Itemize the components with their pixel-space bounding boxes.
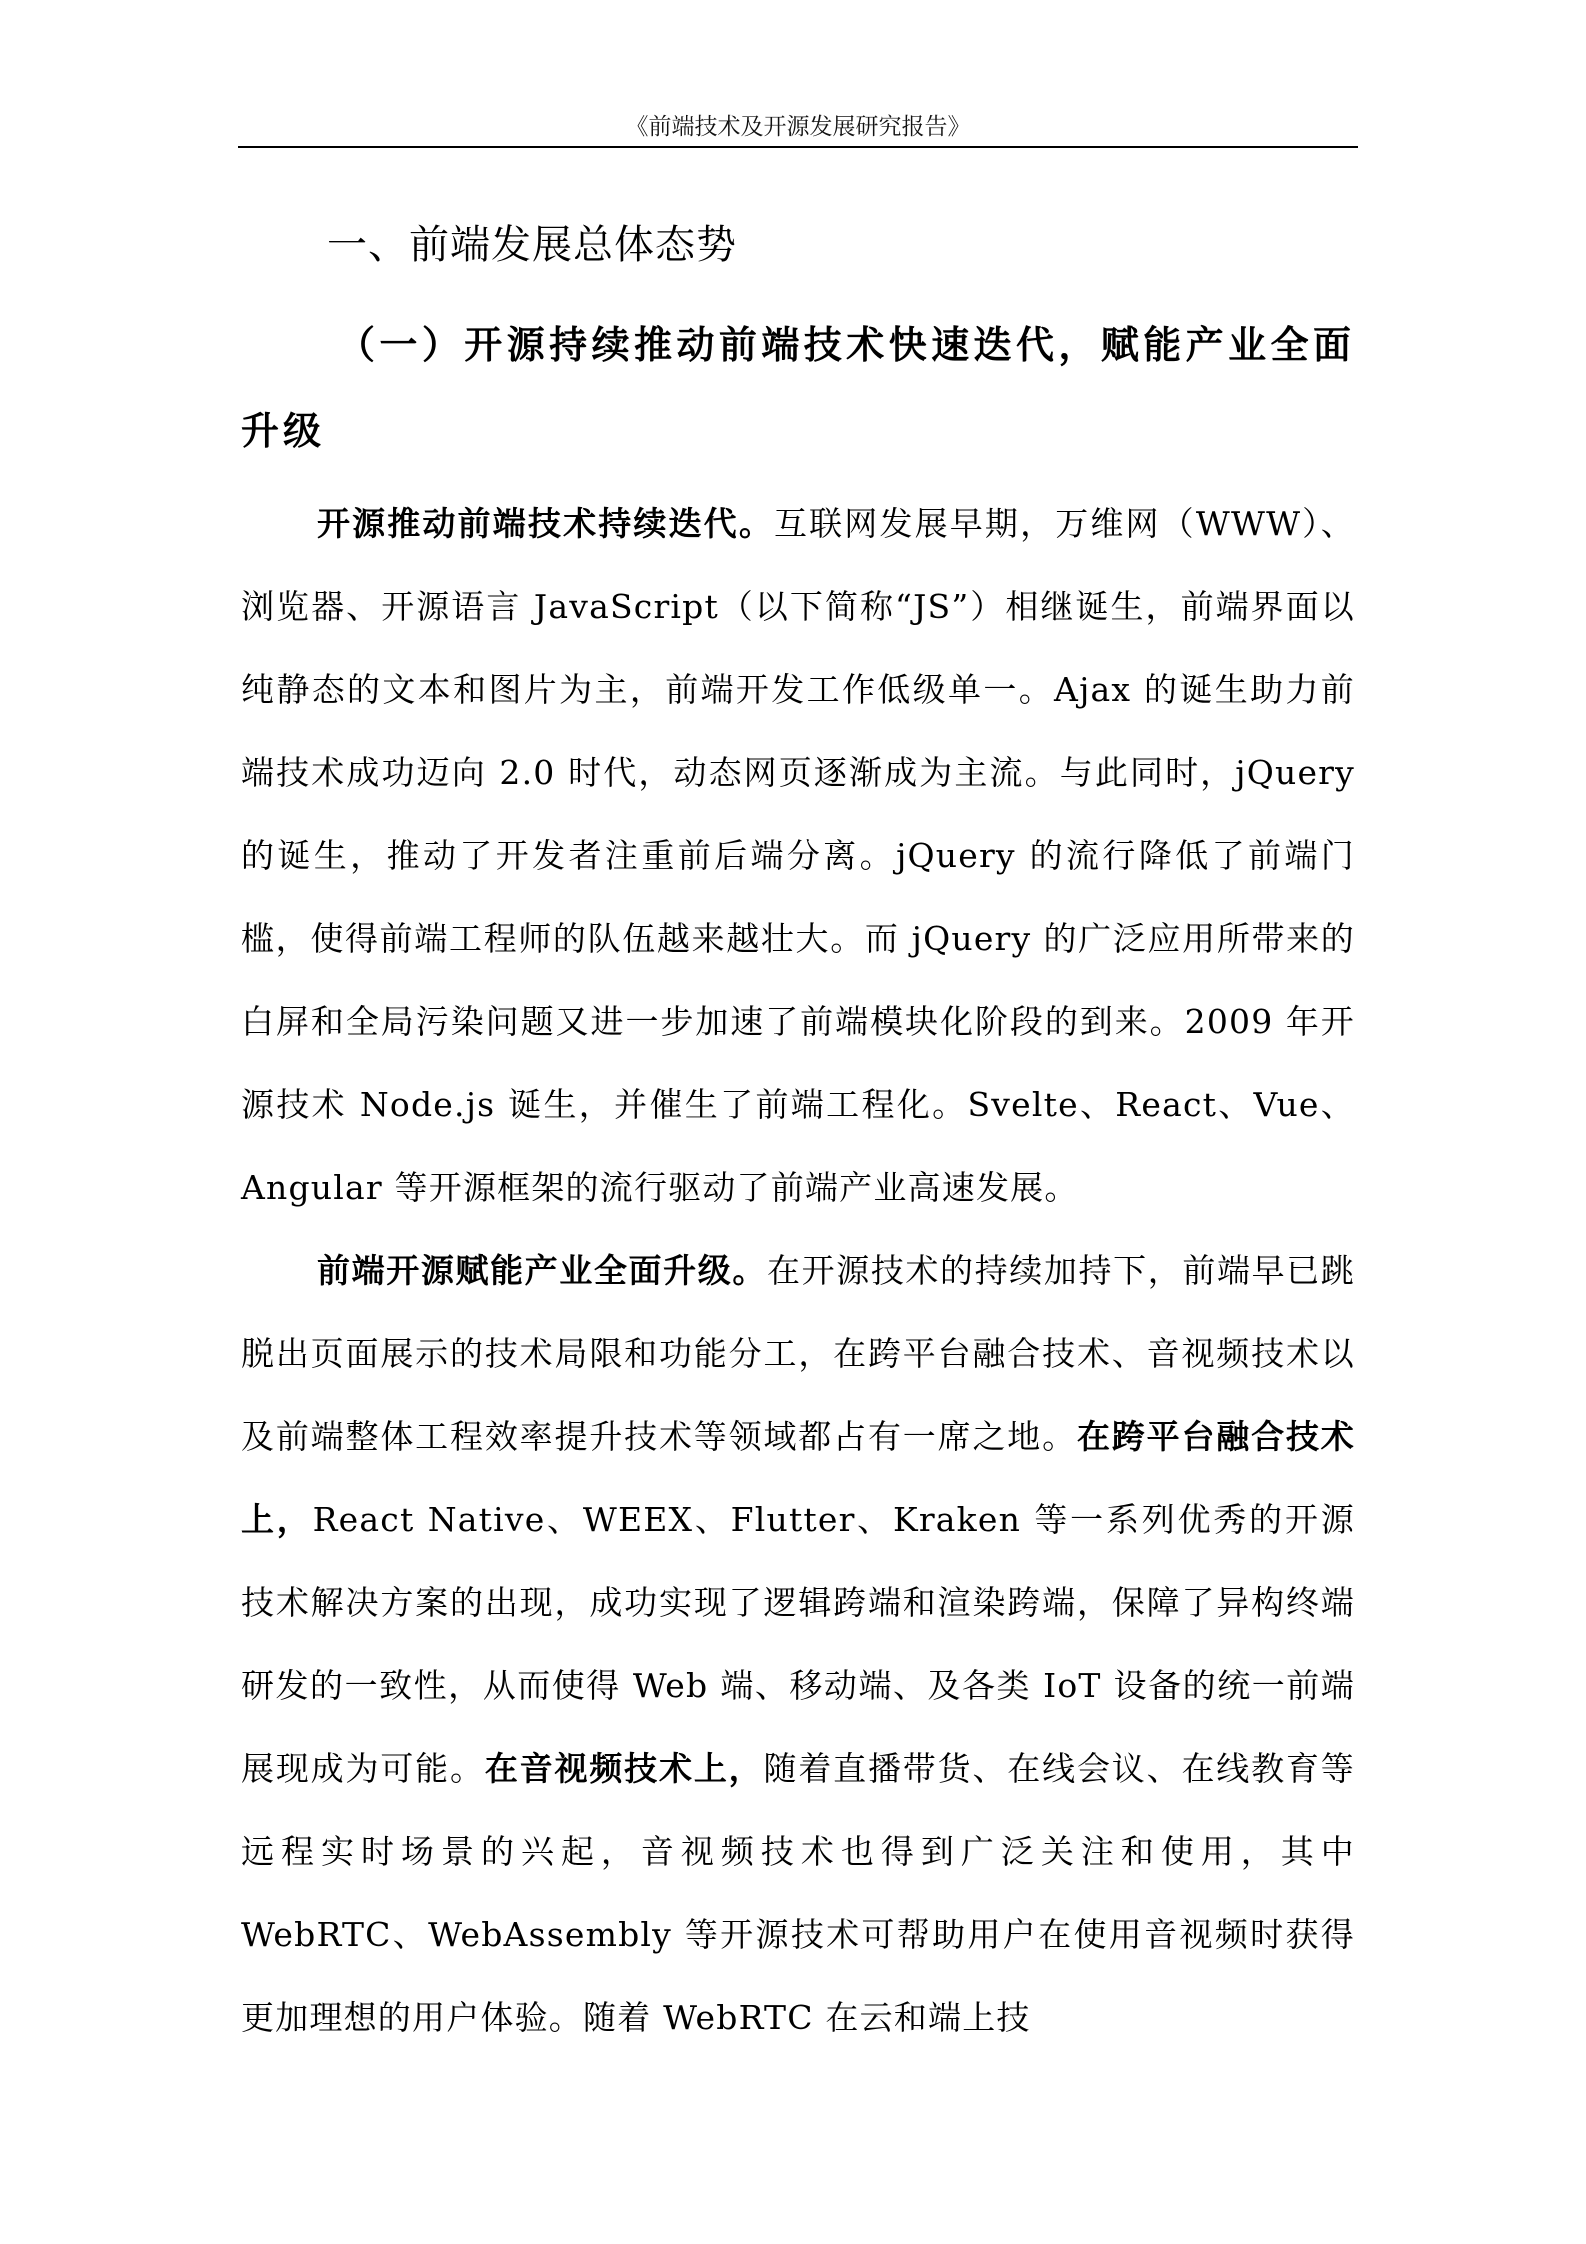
paragraph-text: 随着直播带货、在线会议、在线教育等远程实时场景的兴起，音视频技术也得到广泛关注和使用，其中 WebRTC、WebAssembly 等开源技术可帮助用户在使用音视频时获得更加理想的用户体验。随着 WebRTC 在云和端上技 bbox=[241, 1749, 1355, 2037]
paragraph-lead: 开源推动前端技术持续迭代。 bbox=[317, 504, 774, 543]
running-header: 《前端技术及开源发展研究报告》 bbox=[625, 114, 971, 140]
header-rule bbox=[238, 146, 1358, 148]
emphasis-text: 在音视频技术上， bbox=[484, 1749, 764, 1788]
page-body bbox=[241, 200, 1355, 2059]
section-heading: 一、前端发展总体态势 bbox=[327, 222, 737, 268]
paragraph-text: React Native、WEEX、Flutter、Kraken 等一系列优秀的开源技术解决方案的出现，成功实现了逻辑跨端和渲染跨端，保障了异构终端研发的一致性，从而使得 Web 端、移动端、及各类 IoT 设备的统一前端展现成为可能。 bbox=[241, 1500, 1355, 1788]
paragraph-lead: 前端开源赋能产业全面升级。 bbox=[317, 1251, 767, 1290]
emphasis-text: 在跨平台融合技术上， bbox=[241, 1417, 1355, 1539]
paragraph bbox=[241, 1229, 1355, 2059]
paragraph-text: 互联网发展早期，万维网（WWW）、浏览器、开源语言 JavaScript（以下简称“JS”）相继诞生，前端界面以纯静态的文本和图片为主，前端开发工作低级单一。Ajax 的诞生助力前端技术成功迈向 2.0 时代，动态网页逐渐成为主流。与此同时，jQuery 的诞生，推动了开发者注重前后端分离。jQuery 的流行降低了前端门槛，使得前端工程师的队伍越来越壮大。而 jQuery 的广泛应用所带来的白屏和全局污染问题又进一步加速了前端模块化阶段的到来。2009 年开源技术 Node.js 诞生，并催生了前端工程化。Svelte、React、Vue、Angular 等开源框架的流行驱动了前端产业高速发展。 bbox=[241, 504, 1355, 1207]
paragraph-text: 在开源技术的持续加持下，前端早已跳脱出页面展示的技术局限和功能分工，在跨平台融合技术、音视频技术以及前端整体工程效率提升技术等领域都占有一席之地。 bbox=[241, 1251, 1355, 1456]
section-subheading: （一）开源持续推动前端技术快速迭代，赋能产业全面升级 bbox=[241, 323, 1355, 453]
paragraph bbox=[241, 482, 1355, 1229]
